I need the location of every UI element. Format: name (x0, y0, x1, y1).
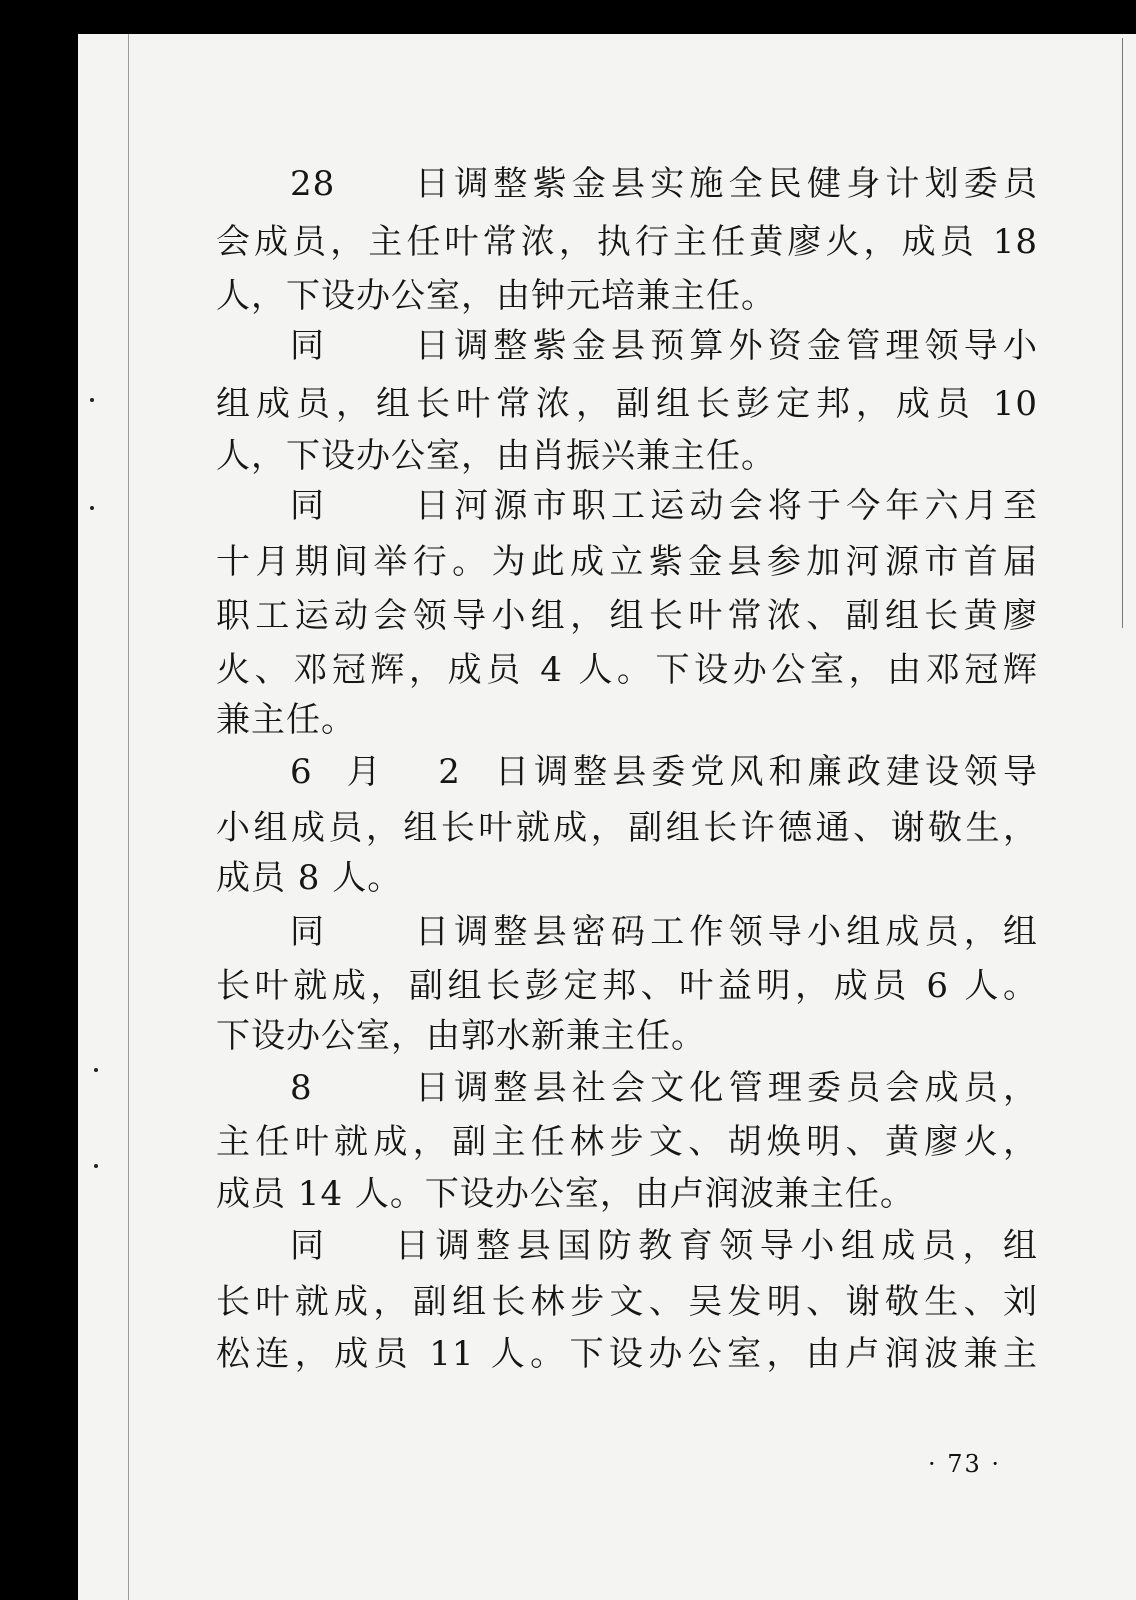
entry-line (216, 1218, 1038, 1274)
entry-line: 兼主任。 (216, 700, 356, 740)
entry-line (216, 904, 1038, 960)
entry-date: 28 日 (290, 164, 450, 204)
entry-date: 同日 (290, 912, 450, 952)
entry-line: 人，下设办公室，由肖振兴兼主任。 (216, 436, 776, 476)
entry-text: 河源市职工运动会将于今年六月至 (450, 486, 1038, 526)
scan-dot (90, 506, 94, 510)
entry-line: 组成员，组长叶常浓，副组长彭定邦，成员 10 (216, 384, 1038, 424)
entry-line: 主任叶就成，副主任林步文、胡焕明、黄廖火， (216, 1122, 1038, 1162)
entry-text: 调整县社会文化管理委员会成员， (450, 1068, 1038, 1108)
entry-line: 成员 14 人。下设办公室，由卢润波兼主任。 (216, 1174, 915, 1214)
entry-line: 职工运动会领导小组，组长叶常浓、副组长黄廖 (216, 596, 1038, 636)
entry-line (216, 156, 1038, 212)
entry-line: 长叶就成，副组长彭定邦、叶益明，成员 6 人。 (216, 966, 1038, 1006)
entry-line (216, 478, 1038, 534)
page-edge-line (1122, 38, 1123, 628)
entry-text: 调整县密码工作领导小组成员，组 (450, 912, 1038, 952)
entry-date: 8 日 (290, 1068, 450, 1108)
entry-line (216, 1060, 1038, 1116)
entry-date: 6 月 2 日 (290, 752, 530, 792)
entry-text: 调整县委党风和廉政建设领导 (530, 752, 1038, 792)
entry-line: 会成员，主任叶常浓，执行主任黄廖火，成员 18 (216, 222, 1038, 262)
entry-line (216, 744, 1038, 800)
scan-dot (94, 1068, 98, 1072)
scan-dot (94, 1164, 98, 1168)
entry-date: 同日 (290, 1226, 430, 1266)
entry-date: 同日 (290, 326, 450, 366)
entry-line: 松连，成员 11 人。下设办公室，由卢润波兼主 (216, 1334, 1038, 1374)
binding-gutter-line (128, 34, 129, 1600)
entry-line: 小组成员，组长叶就成，副组长许德通、谢敬生， (216, 808, 1038, 848)
scan-dot (90, 398, 94, 402)
entry-line (216, 318, 1038, 374)
entry-text: 调整紫金县预算外资金管理领导小 (450, 326, 1038, 366)
entry-date: 同日 (290, 486, 450, 526)
entry-text: 调整紫金县实施全民健身计划委员 (450, 164, 1038, 204)
entry-line: 火、邓冠辉，成员 4 人。下设办公室，由邓冠辉 (216, 650, 1038, 690)
entry-line: 人，下设办公室，由钟元培兼主任。 (216, 276, 776, 316)
page-number: · 73 · (928, 1450, 1002, 1478)
entry-line: 十月期间举行。为此成立紫金县参加河源市首届 (216, 542, 1038, 582)
entry-line: 长叶就成，副组长林步文、吴发明、谢敬生、刘 (216, 1282, 1038, 1322)
entry-line: 成员 8 人。 (216, 858, 403, 898)
entry-text: 调整县国防教育领导小组成员，组 (430, 1226, 1038, 1266)
entry-line: 下设办公室，由郭水新兼主任。 (216, 1016, 706, 1056)
